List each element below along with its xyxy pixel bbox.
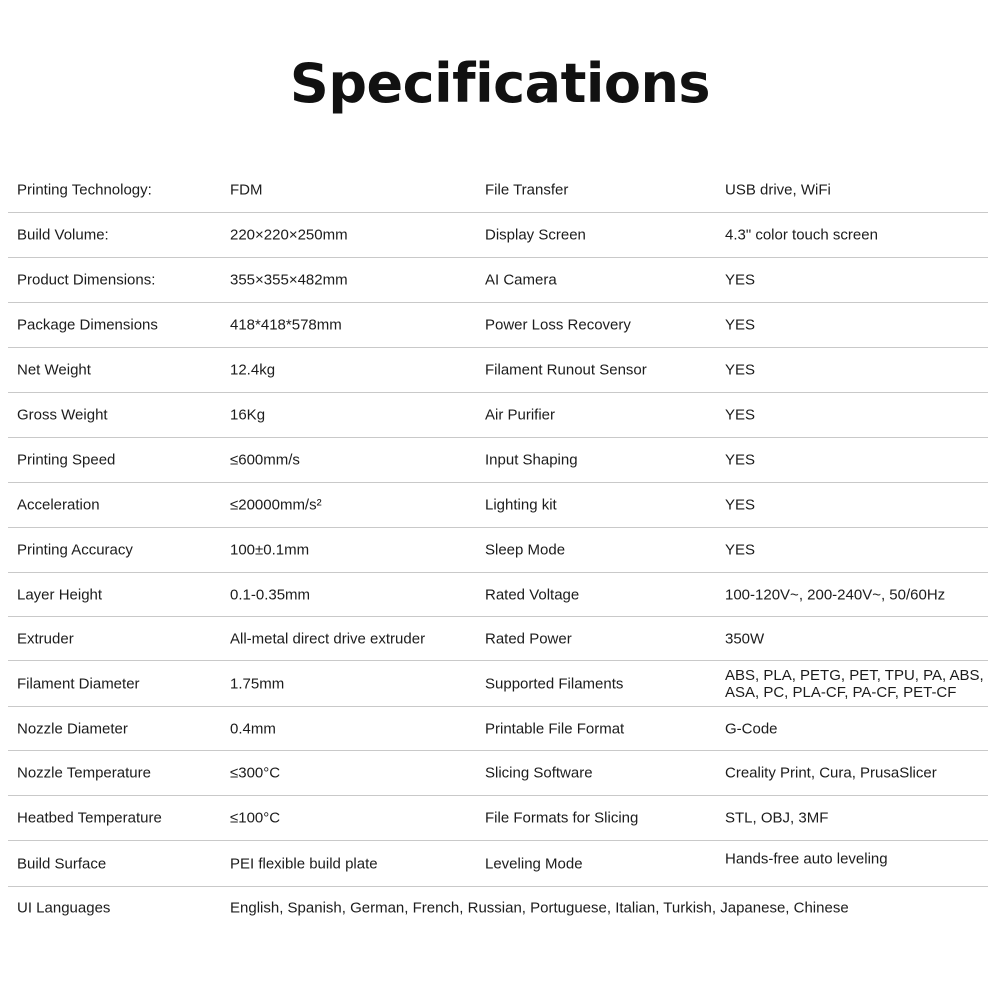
spec-label: Display Screen	[485, 226, 586, 244]
spec-row	[8, 617, 988, 661]
spec-value: ≤300°C	[230, 764, 281, 782]
spec-value: YES	[725, 451, 756, 469]
spec-table	[8, 168, 988, 929]
spec-row	[8, 841, 988, 887]
spec-label: Rated Power	[485, 630, 572, 647]
spec-label: Heatbed Temperature	[17, 809, 162, 827]
spec-value: YES	[725, 361, 756, 379]
spec-label: Filament Diameter	[17, 675, 140, 692]
spec-label: Printable File Format	[485, 720, 625, 737]
spec-value: 1.75mm	[230, 675, 285, 692]
spec-value: ≤600mm/s	[230, 451, 300, 469]
spec-row-ui-languages	[8, 887, 988, 929]
spec-label: Build Volume:	[17, 226, 109, 244]
spec-label: Leveling Mode	[485, 855, 583, 872]
spec-label: Sleep Mode	[485, 541, 566, 559]
spec-value: 0.1-0.35mm	[230, 586, 311, 603]
spec-value: 0.4mm	[230, 720, 276, 737]
spec-value: FDM	[230, 181, 263, 199]
spec-value: YES	[725, 316, 756, 334]
spec-label: Acceleration	[17, 496, 100, 514]
spec-value: ≤20000mm/s²	[230, 496, 322, 514]
spec-label: Net Weight	[17, 361, 91, 379]
spec-value: All-metal direct drive extruder	[230, 630, 426, 647]
spec-value: USB drive, WiFi	[725, 181, 831, 199]
spec-row	[8, 707, 988, 751]
spec-row	[8, 168, 988, 213]
spec-row	[8, 796, 988, 841]
spec-value: G-Code	[725, 720, 778, 737]
spec-row	[8, 393, 988, 438]
spec-label: Nozzle Diameter	[17, 720, 128, 737]
spec-label: Rated Voltage	[485, 586, 580, 603]
spec-value: 4.3" color touch screen	[725, 226, 878, 244]
spec-row	[8, 438, 988, 483]
spec-label: Gross Weight	[17, 406, 108, 424]
spec-value: 100±0.1mm	[230, 541, 310, 559]
spec-label: Air Purifier	[485, 406, 556, 424]
spec-label: Supported Filaments	[485, 675, 624, 692]
spec-value: YES	[725, 406, 756, 424]
spec-value: ≤100°C	[230, 809, 281, 827]
spec-label: Power Loss Recovery	[485, 316, 631, 334]
spec-label: Product Dimensions:	[17, 271, 156, 289]
spec-value: YES	[725, 541, 756, 559]
spec-value: Hands-free auto leveling	[725, 850, 888, 868]
spec-value: PEI flexible build plate	[230, 855, 378, 872]
spec-row	[8, 213, 988, 258]
spec-row	[8, 348, 988, 393]
spec-value: English, Spanish, German, French, Russian, Portuguese, Italian, Turkish, Japanese, Chinese	[230, 899, 849, 917]
spec-row	[8, 661, 988, 707]
spec-row	[8, 303, 988, 348]
spec-label: File Transfer	[485, 181, 569, 199]
spec-label: Extruder	[17, 630, 74, 647]
spec-label: Filament Runout Sensor	[485, 361, 647, 379]
spec-label: Build Surface	[17, 855, 107, 872]
spec-row	[8, 258, 988, 303]
spec-label: Printing Technology:	[17, 181, 152, 199]
spec-label: UI Languages	[17, 899, 111, 917]
spec-label: Printing Accuracy	[17, 541, 133, 559]
spec-label: Layer Height	[17, 586, 103, 603]
spec-value: YES	[725, 271, 756, 289]
spec-value: 220×220×250mm	[230, 226, 348, 244]
spec-label: AI Camera	[485, 271, 557, 289]
spec-label: Printing Speed	[17, 451, 116, 469]
spec-value: 350W	[725, 630, 765, 647]
spec-value: 418*418*578mm	[230, 316, 342, 334]
spec-value: 12.4kg	[230, 361, 276, 379]
spec-value: STL, OBJ, 3MF	[725, 809, 829, 827]
spec-value: Creality Print, Cura, PrusaSlicer	[725, 764, 937, 782]
spec-label: Input Shaping	[485, 451, 578, 469]
spec-row	[8, 573, 988, 617]
spec-label: Package Dimensions	[17, 316, 158, 334]
spec-value: YES	[725, 496, 756, 514]
spec-label: Slicing Software	[485, 764, 593, 782]
spec-label: File Formats for Slicing	[485, 809, 639, 827]
spec-label: Nozzle Temperature	[17, 764, 151, 782]
spec-value: 16Kg	[230, 406, 266, 424]
spec-row	[8, 751, 988, 796]
spec-value: ABS, PLA, PETG, PET, TPU, PA, ABS, ASA, PC, PLA-CF, PA-CF, PET-CF	[725, 666, 984, 701]
page-title: Specifications	[289, 52, 711, 115]
spec-label: Lighting kit	[485, 496, 557, 514]
spec-row	[8, 483, 988, 528]
spec-value: 355×355×482mm	[230, 271, 348, 289]
spec-row	[8, 528, 988, 573]
spec-value: 100-120V~, 200-240V~, 50/60Hz	[725, 586, 946, 603]
